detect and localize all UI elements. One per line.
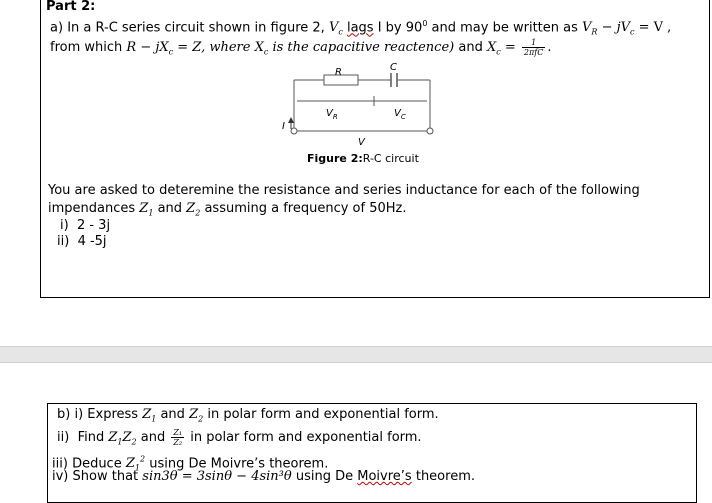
text: In a R-C series circuit shown in figure 2, [67, 20, 325, 36]
spellcheck-word: lags [346, 20, 374, 36]
part-title: Part 2: [46, 0, 96, 14]
z-ratio-fraction: $\frac{\text{Z₁}}{\text{Z₂}}$ [173, 428, 183, 447]
equation-2: $R - jX_c = Z$, where $X_c$ is the capacitive reactence) [126, 40, 455, 57]
label-i: I [282, 121, 285, 132]
vc-symbol: $V_c$ [328, 20, 343, 37]
text: . [547, 40, 552, 55]
task-item: i) 2 - 3j [60, 218, 111, 233]
task-line2: impendances $Z_1$ and $Z_2$ assuming a frequency of 50Hz. [48, 201, 407, 218]
part-b-line4: iv) Show that sin3θ = 3sinθ − 4sin³θ using De Moivre’s theorem. [52, 469, 475, 484]
part-b-line1: b) i) Express $Z_1$ and $Z_2$ in polar form and exponential form. [57, 407, 439, 424]
text: from which [50, 40, 123, 55]
xc-equation: $X_c$ = [486, 40, 516, 57]
part-b-line2: ii) Find $Z_1Z_2$ and $\frac{\text{Z₁}}{\text{Z₂}}$ in polar form and exponential form. [57, 428, 422, 447]
rc-circuit-diagram [270, 58, 450, 148]
text: and may be written as [431, 20, 578, 36]
text: and [458, 40, 483, 55]
label-c: C [390, 62, 397, 73]
task-item: ii) 4 -5j [57, 234, 107, 249]
z1-symbol: $Z_1$ [139, 201, 154, 218]
arrow-head-icon [288, 117, 294, 123]
label-r: R [335, 67, 342, 78]
degree-sup: 0 [422, 19, 428, 28]
label-v: V [358, 137, 365, 148]
item-label: a) [50, 20, 64, 36]
task-line1: You are asked to deteremine the resistance and series inductance for each of the following [48, 183, 640, 198]
page-break-gap [0, 346, 712, 363]
z2-symbol: $Z_2$ [186, 201, 201, 218]
part-b-line3: iii) Deduce $Z_1^2$ using De Moivre’s theorem. [52, 455, 329, 473]
label-vr: $V_R$ [326, 108, 338, 121]
figure-caption: Figure 2:R-C circuit [307, 152, 419, 165]
label-vc: $V_C$ [394, 108, 406, 121]
xc-fraction: $\frac{1}{\text{2πfC}}$ [523, 38, 544, 57]
terminal [291, 128, 297, 134]
equation-1: $V_R - jV_c = V$ , [582, 20, 672, 37]
terminal [427, 128, 433, 134]
text: I by 90 [377, 20, 423, 36]
